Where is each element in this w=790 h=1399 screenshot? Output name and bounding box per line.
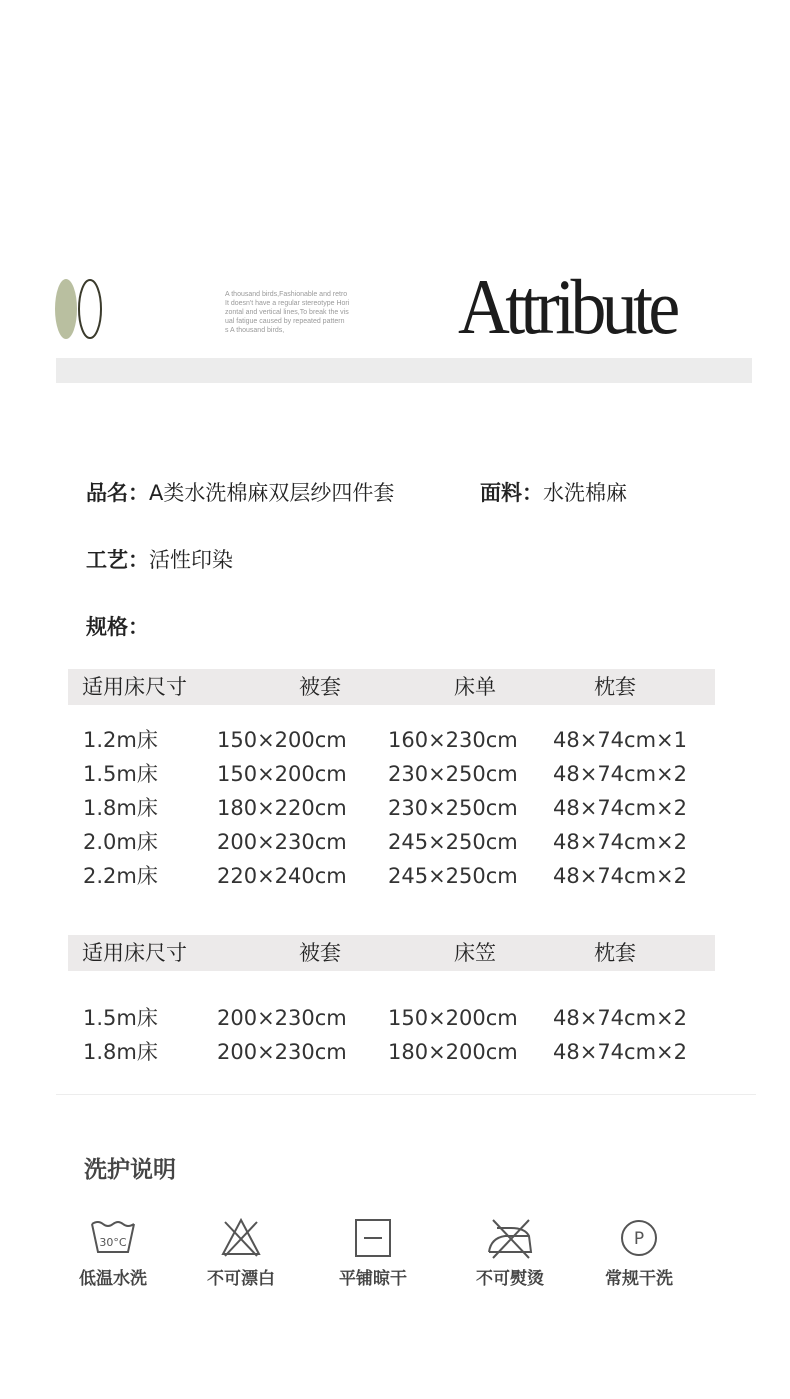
pillow-cell: 48×74cm×2 — [553, 1040, 687, 1064]
sheet-cell: 230×250cm — [388, 796, 518, 820]
table2-header — [68, 935, 715, 971]
care-item-iron — [455, 1216, 565, 1290]
fabric-value: 水洗棉麻 — [543, 481, 627, 505]
spec-label: 规格： — [86, 615, 149, 639]
size-cell: 1.8m床 — [83, 1040, 158, 1064]
size-cell: 1.8m床 — [83, 796, 158, 820]
wash-temp: 30°C — [99, 1236, 127, 1249]
care-title: 洗护说明 — [84, 1157, 176, 1183]
table-row — [0, 723, 790, 757]
brand-title: Attribute — [458, 263, 676, 350]
dry-flat-icon — [348, 1216, 398, 1260]
table1-header-pillow: 枕套 — [594, 675, 636, 699]
table1-header-size: 适用床尺寸 — [82, 675, 187, 699]
care-item-dry — [318, 1216, 428, 1290]
table-row — [0, 791, 790, 825]
sheet-cell: 245×250cm — [388, 830, 518, 854]
fitted-sheet-cell: 150×200cm — [388, 1006, 518, 1030]
spec — [86, 613, 149, 641]
size-cell: 2.2m床 — [83, 864, 158, 888]
care-label: 不可漂白 — [207, 1269, 275, 1289]
table-row — [0, 757, 790, 791]
care-item-wash — [58, 1216, 168, 1290]
header-band — [56, 358, 752, 383]
pillow-cell: 48×74cm×2 — [553, 762, 687, 786]
product-name — [86, 479, 394, 507]
care-label: 低温水洗 — [79, 1269, 147, 1289]
duvet-cell: 200×230cm — [217, 1040, 347, 1064]
craft-label: 工艺： — [86, 548, 149, 572]
table1-header — [68, 669, 715, 705]
table-row — [0, 859, 790, 893]
care-label: 常规干洗 — [605, 1269, 673, 1289]
size-cell: 1.5m床 — [83, 762, 158, 786]
duvet-cell: 180×220cm — [217, 796, 347, 820]
craft — [86, 546, 233, 574]
pillow-cell: 48×74cm×2 — [553, 1006, 687, 1030]
table-row — [0, 1035, 790, 1069]
duvet-cell: 200×230cm — [217, 1006, 347, 1030]
care-label: 平铺晾干 — [339, 1269, 407, 1289]
duvet-cell: 150×200cm — [217, 762, 347, 786]
sheet-cell: 160×230cm — [388, 728, 518, 752]
table2-header-pillow: 枕套 — [594, 941, 636, 965]
table2-header-duvet: 被套 — [299, 941, 341, 965]
duvet-cell: 200×230cm — [217, 830, 347, 854]
duvet-cell: 150×200cm — [217, 728, 347, 752]
no-bleach-icon — [216, 1216, 266, 1260]
fabric-label: 面料： — [480, 481, 543, 505]
sheet-cell: 230×250cm — [388, 762, 518, 786]
decorative-ovals — [54, 278, 104, 340]
size-cell: 1.5m床 — [83, 1006, 158, 1030]
care-item-bleach — [186, 1216, 296, 1290]
product-name-label: 品名： — [86, 481, 149, 505]
duvet-cell: 220×240cm — [217, 864, 347, 888]
product-name-value: A类水洗棉麻双层纱四件套 — [149, 481, 395, 505]
table1-header-sheet: 床单 — [454, 675, 496, 699]
table2-header-size: 适用床尺寸 — [82, 941, 187, 965]
sheet-cell: 245×250cm — [388, 864, 518, 888]
care-item-dry-clean — [584, 1216, 694, 1290]
craft-value: 活性印染 — [149, 548, 233, 572]
wash-30c-icon — [88, 1216, 138, 1260]
no-iron-icon — [485, 1216, 535, 1260]
table1-header-duvet: 被套 — [299, 675, 341, 699]
fabric — [480, 479, 627, 507]
pillow-cell: 48×74cm×1 — [553, 728, 687, 752]
fitted-sheet-cell: 180×200cm — [388, 1040, 518, 1064]
section-divider — [56, 1094, 756, 1095]
pillow-cell: 48×74cm×2 — [553, 864, 687, 888]
brand-blurb: A thousand birds,Fashionable and retro It doesn't have a regular stereotype Hori zontal and vertical lines,To break the vis ual fatigue caused by repeated pattern s A thousand birds, — [225, 291, 350, 334]
size-cell: 1.2m床 — [83, 728, 158, 752]
size-cell: 2.0m床 — [83, 830, 158, 854]
table2-header-fitted-sheet: 床笠 — [454, 941, 496, 965]
table-row — [0, 1001, 790, 1035]
pillow-cell: 48×74cm×2 — [553, 796, 687, 820]
care-label: 不可熨烫 — [476, 1269, 544, 1289]
dry-clean-letter: P — [633, 1229, 645, 1249]
dry-clean-p-icon — [614, 1216, 664, 1260]
pillow-cell: 48×74cm×2 — [553, 830, 687, 854]
table-row — [0, 825, 790, 859]
